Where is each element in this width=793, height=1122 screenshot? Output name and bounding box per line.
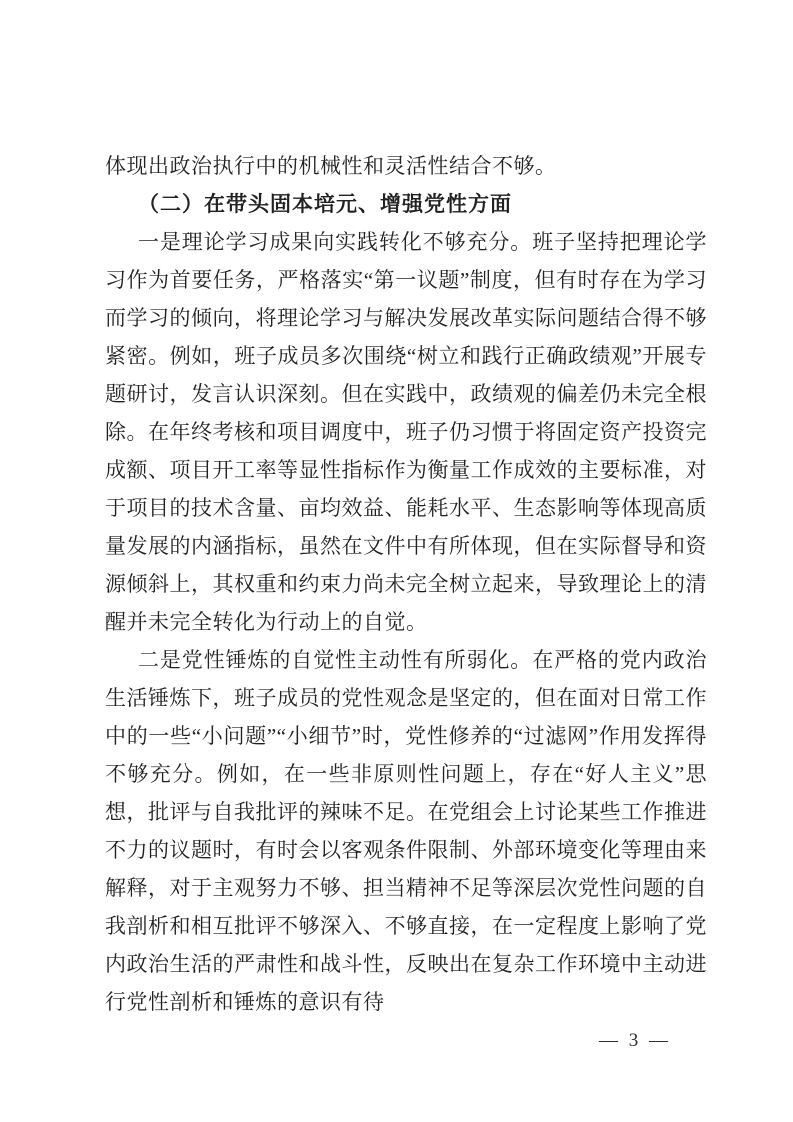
body-paragraph-1: 一是理论学习成果向实践转化不够充分。班子坚持把理论学习作为首要任务，严格落实“第一议题”制度，但有时存在为学习而学习的倾向，将理论学习与解决发展改革实际问题结合得不够紧密。例如，班子成员多次围绕“树立和践行正确政绩观”开展专题研讨，发言认识深刻。但在实践中，政绩观的偏差仍未完全根除。在年终考核和项目调度中，班子仍习惯于将固定资产投资完成额、项目开工率等显性指标作为衡量工作成效的主要标准，对于项目的技术含量、亩均效益、能耗水平、生态影响等体现高质量发展的内涵指标，虽然在文件中有所体现，但在实际督导和资源倾斜上，其权重和约束力尚未完全树立起来，导致理论上的清醒并未完全转化为行动上的自觉。 — [105, 230, 707, 634]
carryover-paragraph-line: 体现出政治执行中的机械性和灵活性结合不够。 — [105, 154, 557, 178]
document-body — [105, 147, 707, 1021]
body-paragraph-2: 二是党性锤炼的自觉性主动性有所弱化。在严格的党内政治生活锤炼下，班子成员的党性观念是坚定的，但在面对日常工作中的一些“小问题”“小细节”时，党性修养的“过滤网”作用发挥得不够充分。例如，在一些非原则性问题上，存在“好人主义”思想，批评与自我批评的辣味不足。在党组会上讨论某些工作推进不力的议题时，有时会以客观条件限制、外部环境变化等理由来解释，对于主观努力不够、担当精神不足等深层次党性问题的自我剖析和相互批评不够深入、不够直接，在一定程度上影响了党内政治生活的严肃性和战斗性，反映出在复杂工作环境中主动进行党性剖析和锤炼的意识有待 — [105, 648, 707, 1014]
page-number: — 3 — — [599, 1030, 671, 1051]
section-heading: （二）在带头固本培元、增强党性方面 — [138, 192, 512, 216]
